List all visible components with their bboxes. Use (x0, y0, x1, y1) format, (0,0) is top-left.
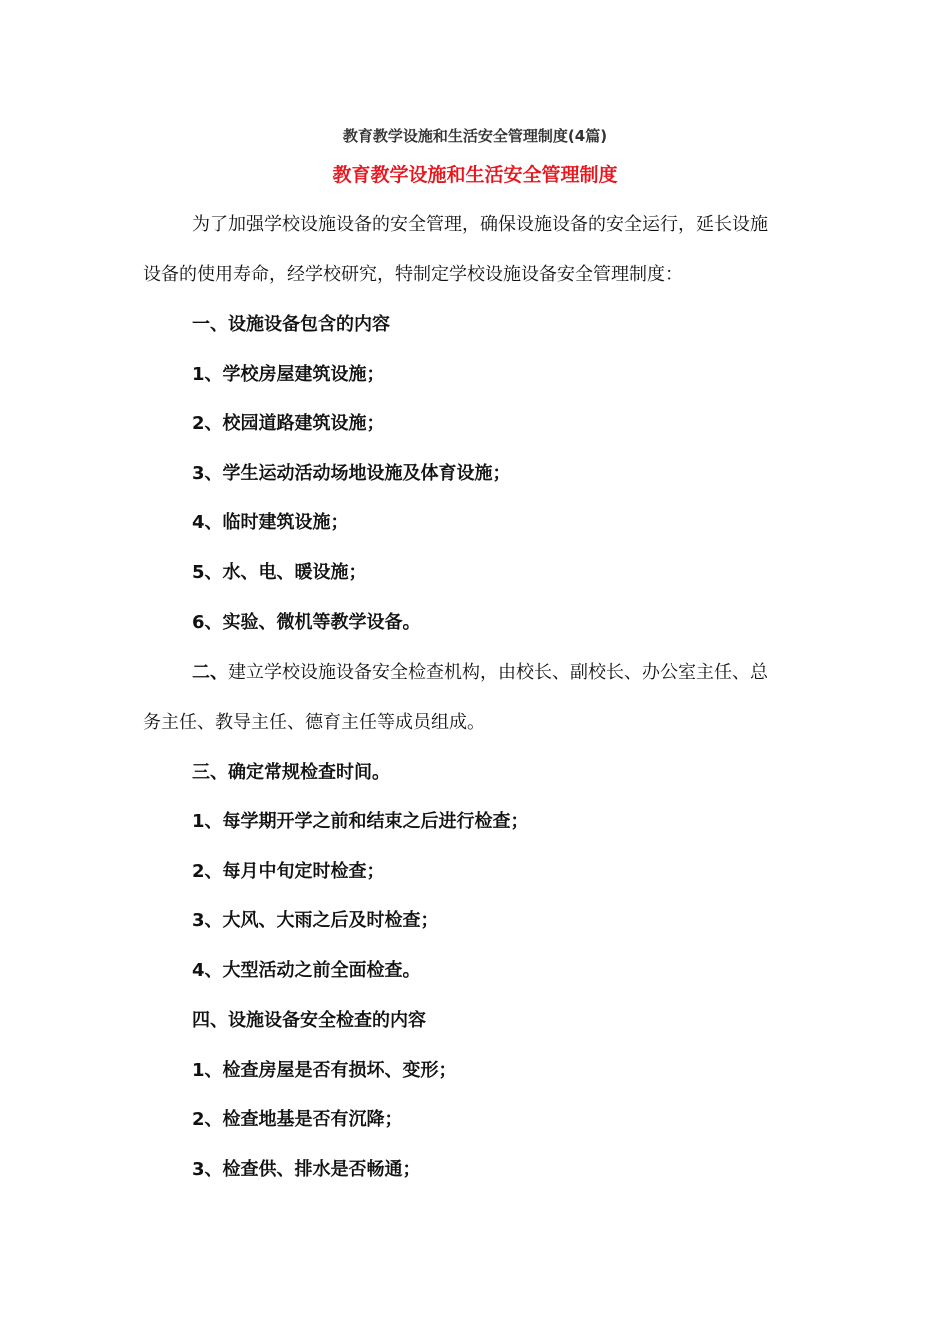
section-4-item: 3、检查供、排水是否畅通； (192, 1159, 421, 1180)
section-1-item: 1、学校房屋建筑设施； (192, 364, 385, 385)
intro-paragraph-line-2: 设备的使用寿命，经学校研究，特制定学校设施设备安全管理制度： (143, 264, 683, 285)
section-4-item: 2、检查地基是否有沉降； (192, 1109, 403, 1130)
section-1-heading: 一、设施设备包含的内容 (192, 314, 390, 335)
section-3-item: 2、每月中旬定时检查； (192, 861, 385, 882)
section-4-heading: 四、设施设备安全检查的内容 (192, 1010, 426, 1031)
section-2-line-1 (192, 658, 768, 688)
section-2-text: 建立学校设施设备安全检查机构，由校长、副校长、办公室主任、总 (228, 662, 768, 683)
section-3-heading: 三、确定常规检查时间。 (192, 762, 390, 783)
section-1-item: 4、临时建筑设施； (192, 512, 349, 533)
section-3-item: 3、大风、大雨之后及时检查； (192, 910, 439, 931)
section-1-item: 6、实验、微机等教学设备。 (192, 612, 421, 633)
section-3-item: 4、大型活动之前全面检查。 (192, 960, 421, 981)
section-3-item: 1、每学期开学之前和结束之后进行检查； (192, 811, 529, 832)
document-title: 教育教学设施和生活安全管理制度(4篇) (342, 127, 608, 145)
section-2-marker: 二、 (192, 662, 228, 683)
section-1-item: 5、水、电、暖设施； (192, 562, 367, 583)
section-1-item: 2、校园道路建筑设施； (192, 413, 385, 434)
document-subtitle: 教育教学设施和生活安全管理制度 (332, 164, 618, 186)
section-4-item: 1、检查房屋是否有损坏、变形； (192, 1060, 457, 1081)
section-1-item: 3、学生运动活动场地设施及体育设施； (192, 463, 511, 484)
section-2-line-2: 务主任、教导主任、德育主任等成员组成。 (143, 712, 485, 733)
intro-paragraph-line-1: 为了加强学校设施设备的安全管理，确保设施设备的安全运行，延长设施 (192, 214, 768, 235)
